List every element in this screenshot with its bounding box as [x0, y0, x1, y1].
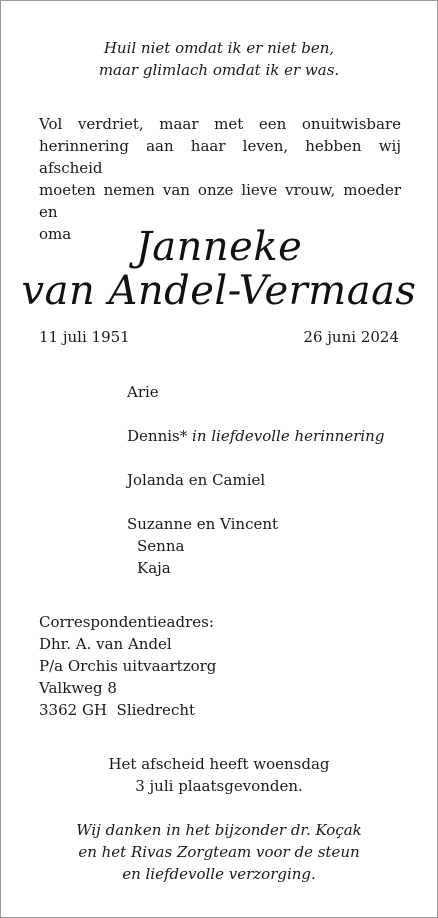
motto-line-2: maar glimlach omdat ik er was. — [98, 61, 340, 79]
family-member-dennis — [127, 425, 384, 447]
correspondence-address — [39, 611, 216, 721]
correspondence-city: 3362 GH Sliedrecht — [39, 701, 196, 719]
intro-line-3: moeten nemen van onze lieve vrouw, moeder en — [39, 181, 401, 221]
thanks-line-3: en liefdevolle verzorging. — [122, 865, 316, 883]
thanks-notice — [1, 819, 437, 885]
birth-date: 11 juli 1951 — [39, 328, 130, 346]
motto — [1, 37, 437, 81]
family-member-jolanda: Jolanda en Camiel — [127, 471, 266, 489]
motto-line-1: Huil niet omdat ik er niet ben, — [103, 39, 335, 57]
correspondence-name: Dhr. A. van Andel — [39, 635, 172, 653]
thanks-line-1: Wij danken in het bijzonder dr. Koçak — [76, 821, 362, 839]
farewell-line-1: Het afscheid heeft woensdag — [108, 755, 330, 773]
correspondence-care-of: P/a Orchis uitvaartzorg — [39, 657, 217, 675]
deceased-surname: van Andel-Vermaas — [21, 268, 417, 314]
farewell-notice — [1, 753, 437, 797]
intro-line-1: Vol verdriet, maar met een onuitwisbare — [39, 115, 401, 133]
grandchild-senna: Senna — [137, 537, 185, 555]
intro-line-2: herinnering aan haar leven, hebben wij afscheid — [39, 137, 401, 177]
thanks-line-2: en het Rivas Zorgteam voor de steun — [78, 843, 360, 861]
deceased-first-name: Janneke — [135, 224, 303, 270]
correspondence-heading: Correspondentieadres: — [39, 613, 214, 631]
intro-line-4: oma — [39, 225, 72, 243]
family-member-suzanne: Suzanne en Vincent — [127, 515, 279, 533]
dennis-memorial-note: in liefdevolle herinnering — [192, 427, 385, 445]
grandchild-kaja: Kaja — [137, 559, 171, 577]
death-date: 26 juni 2024 — [303, 328, 399, 346]
family-member-arie: Arie — [127, 383, 159, 401]
farewell-line-2: 3 juli plaatsgevonden. — [135, 777, 303, 795]
dennis-name: Dennis* — [127, 427, 188, 445]
correspondence-street: Valkweg 8 — [39, 679, 117, 697]
